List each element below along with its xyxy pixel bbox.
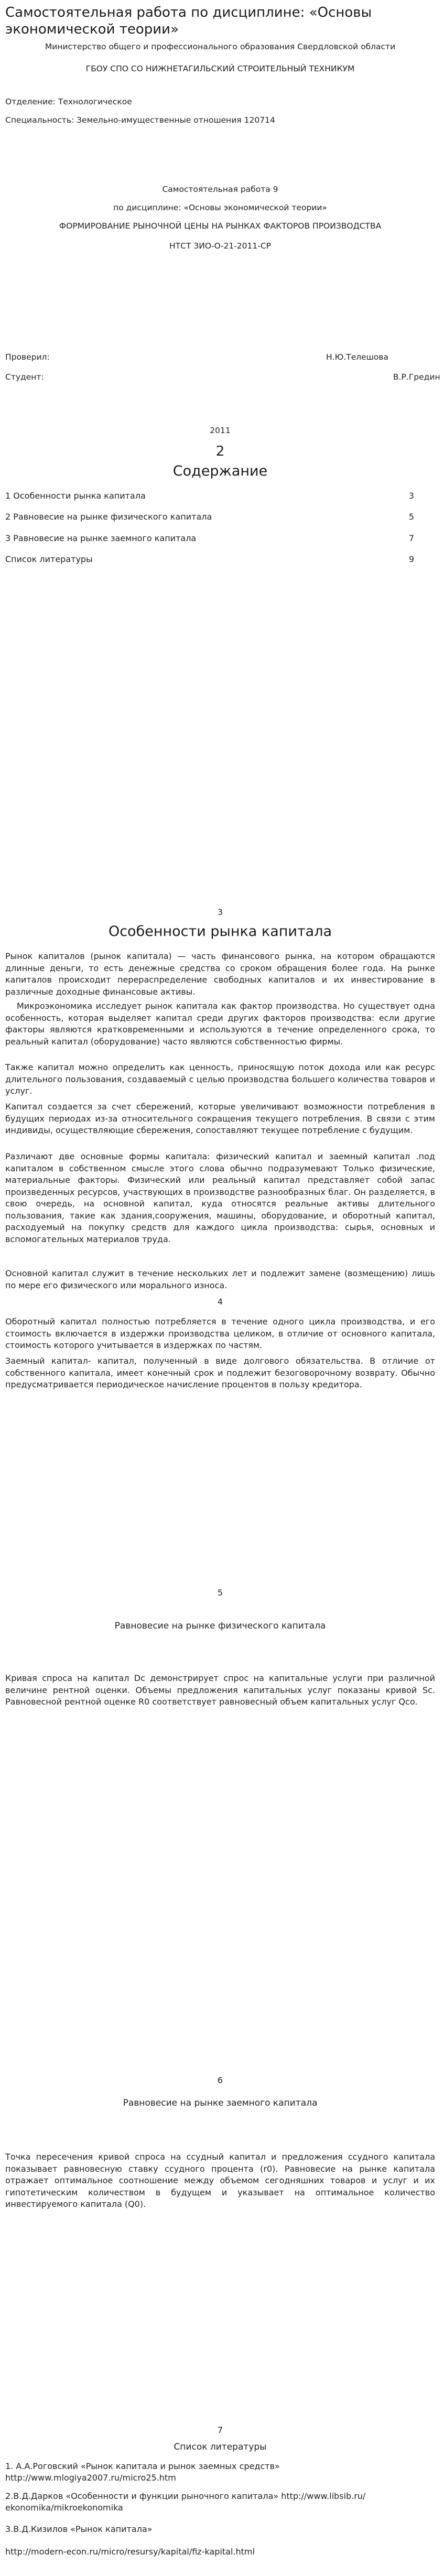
toc-item-page: 9 — [408, 554, 414, 564]
reference-link[interactable]: http://modern-econ.ru/micro/resursy/kapital/fiz-kapital.html — [5, 2547, 255, 2557]
section1-paragraph: Рынок капиталов (рынок капитала) — часть финансового рынка, на котором обращаются длинные деньги, то есть денежные средства со сроком обращения более года. На рынке капиталов происходит перераспределение свободных капиталов и их инвестирование в различные доходные финансовые активы. — [5, 951, 435, 997]
page-number-2: 2 — [215, 444, 225, 459]
student-name: В.Р.Гредин — [393, 372, 440, 382]
references-heading: Список литературы — [174, 2442, 267, 2452]
section1-paragraph: Также капитал можно определить как ценность, приносящую поток дохода или как ресурс длительного пользования, создаваемый с целью производства большего количества товаров и услуг. — [5, 1062, 435, 1096]
section3-heading: Равновесие на рынке заемного капитала — [123, 2098, 318, 2108]
ministry-line: Министерство общего и профессионального образования Свердловской области — [45, 42, 396, 51]
checked-name: Н.Ю.Телешова — [326, 352, 388, 362]
work-title: Самостоятельная работа 9 — [162, 185, 278, 194]
reference-item: 3.В.Д.Кизилов «Рынок капитала» — [5, 2524, 153, 2534]
checked-label: Проверил: — [5, 352, 50, 362]
toc-item — [5, 554, 414, 567]
toc-item-page: 3 — [408, 491, 414, 501]
toc-item-page: 5 — [408, 512, 414, 522]
page-number-7: 7 — [217, 2425, 223, 2435]
section1-paragraph: Различают две основные формы капитала: физический капитал и заемный капитал .под капиталом в собственном смысле этого слова обычно подразумевают Только физические, материальные факторы. Физический или реальный капитал представляет собой запас произведенных ресурсов, участвующих в производстве разнообразных благ. Он разделяется, в свою очередь, на основной капитал, куда относятся реальные активы длительного пользования, такие как здания,сооружения, машины, оборудование, и оборотный капитал, расходуемый на покупку средств для каждого цикла производства: сырья, основных и вспомогательных материалов труда. — [5, 1151, 435, 1244]
year: 2011 — [210, 426, 231, 435]
section1-paragraph: Микроэкономика исследует рынок капитала как фактор производства. Но существует одна особенность, которая выделяет капитал среди других факторов производства: если другие факторы являются кратковременными и используются в течение определенного срока, то реальный капитал (оборудование) часто являются собственностью фирмы. — [5, 1001, 435, 1047]
toc-item — [5, 491, 414, 503]
section2-heading: Равновесие на рынке физического капитала — [114, 1621, 326, 1631]
specialty-line: Специальность: Земельно-имущественные отношения 120714 — [5, 115, 275, 125]
section1-paragraph: Заемный капитал- капитал, полученный в виде долгового обязательства. В отличие от собственного капитала, имеет конечный срок и подлежит безоговорочному возврату. Обычно предусматривается периодическое начисление процентов в пользу кредитора. — [5, 1356, 435, 1389]
section3-paragraph: Точка пересечения кривой спроса на ссудный капитал и предложения ссудного капитала показывает равновесную ставку ссудного процента (r0). Равновесие на рынке капитала отражает оптимальное соотношение между объемом сегодняшних товаров и услуг и их гипотетическим количеством в будущем и указывает на оптимальное количество инвестируемого капитала (Q0). — [5, 2152, 435, 2209]
section2-paragraph: Кривая спроса на капитал Dc демонстрирует спрос на капитальные услуги при различной величине рентной оценки. Объемы предложения капитальных услуг показаны кривой Sc. Равновесной рентной оценке R0 соответствует равновесный объем капитальных услуг Qco. — [5, 1673, 435, 1707]
page-number-5: 5 — [217, 1588, 223, 1598]
student-label: Студент: — [5, 372, 44, 382]
toc-item-page: 7 — [408, 533, 414, 543]
document-title: Самостоятельная работа по дисциплине: «Основы экономической теории» — [5, 5, 372, 37]
section1-heading: Особенности рынка капитала — [108, 923, 332, 940]
toc-item — [5, 512, 414, 524]
section1-paragraph: Капитал создается за счет сбережений, которые увеличивают возможности потребления в будущих периодах из-за относительного сокращения текущего потребления. В связи с этим индивиды, осуществляющие сбережения, сопоставляют текущее потребление с будущим. — [5, 1102, 435, 1135]
page-number-3: 3 — [217, 907, 223, 917]
department-line: Отделение: Технологическое — [5, 97, 132, 106]
toc-item-label: 1 Особенности рынка капитала — [5, 491, 146, 501]
discipline-line: по дисциплине: «Основы экономической теории» — [113, 203, 327, 212]
toc-item-label: 2 Равновесие на рынке физического капитала — [5, 512, 212, 522]
school-line: ГБОУ СПО СО НИЖНЕТАГИЛЬСКИЙ СТРОИТЕЛЬНЫЙ ТЕХНИКУМ — [85, 64, 355, 73]
topic-line: ФОРМИРОВАНИЕ РЫНОЧНОЙ ЦЕНЫ НА РЫНКАХ ФАКТОРОВ ПРОИЗВОДСТВА — [59, 221, 382, 231]
page-number-4: 4 — [217, 1297, 223, 1307]
reference-item: 1. А.А.Роговский «Рынок капитала и рынок заемных средств» http://www.mlogiya2007.ru/micro25.htm — [5, 2461, 280, 2483]
toc-heading: Содержание — [172, 463, 268, 479]
section1-paragraph: Основной капитал служит в течение нескольких лет и подлежит замене (возмещению) лишь по мере его физического или морального износа. — [5, 1268, 435, 1290]
toc-item — [5, 533, 414, 546]
section1-paragraph: Оборотный капитал полностью потребляется в течение одного цикла производства, и его стоимость включается в издержки производства целиком, в отличие от основного капитала, стоимость которого учитывается в издержках по частям. — [5, 1317, 435, 1350]
reference-item: 2.В.Д.Дарков «Особенности и функции рыночного капитала» http://www.libsib.ru/ ekonomika/mikroekonomika — [5, 2491, 366, 2513]
toc-item-label: 3 Равновесие на рынке заемного капитала — [5, 533, 197, 543]
code-line: НТСТ ЗИО-О-21-2011-СР — [169, 241, 271, 251]
toc-item-label: Список литературы — [5, 554, 93, 564]
page-number-6: 6 — [217, 2075, 223, 2085]
